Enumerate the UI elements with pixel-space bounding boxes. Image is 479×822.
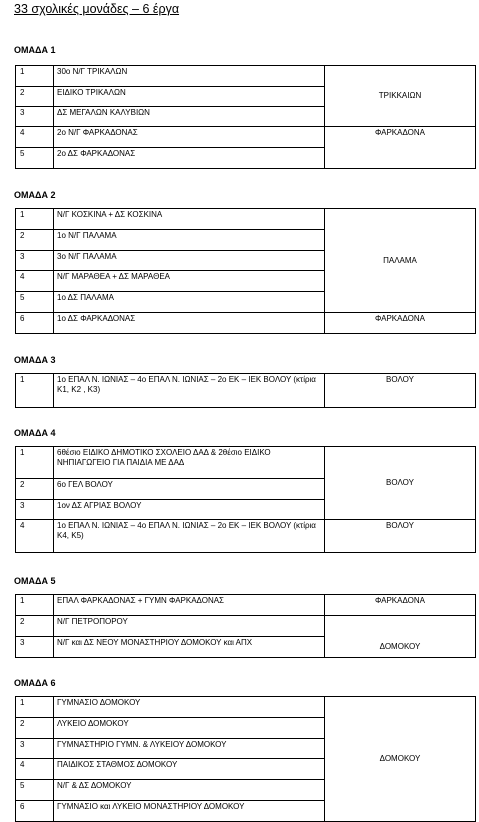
school-name: 1ο ΔΣ ΠΑΛΑΜΑ (54, 292, 325, 313)
school-name: Ν/Γ & ΔΣ ΔΟΜΟΚΟΥ (54, 780, 325, 801)
school-name: 1ο Ν/Γ ΠΑΛΑΜΑ (54, 230, 325, 251)
group-1-heading: ΟΜΑΔΑ 1 (14, 45, 56, 55)
school-name: 1ον ΔΣ ΑΓΡΙΑΣ ΒΟΛΟΥ (54, 500, 325, 520)
group-4-table (15, 446, 476, 553)
place-cell: ΦΑΡΚΑΔΟΝΑ (325, 313, 476, 334)
row-number: 5 (16, 780, 54, 801)
school-name: 3ο Ν/Γ ΠΑΛΑΜΑ (54, 251, 325, 271)
row-number: 2 (16, 230, 54, 251)
row-number: 2 (16, 718, 54, 739)
school-name: 1ο ΔΣ ΦΑΡΚΑΔΟΝΑΣ (54, 313, 325, 334)
row-number: 5 (16, 292, 54, 313)
row-number: 2 (16, 87, 54, 107)
place-cell: ΦΑΡΚΑΔΟΝΑ (325, 127, 476, 169)
row-number: 5 (16, 148, 54, 169)
school-name: 1ο ΕΠΑΛ Ν. ΙΩΝΙΑΣ – 4ο ΕΠΑΛ Ν. ΙΩΝΙΑΣ – 2ο ΕΚ – ΙΕΚ ΒΟΛΟΥ (κτίρια Κ1, Κ2 , Κ3) (54, 374, 325, 408)
row-number: 3 (16, 107, 54, 127)
row-number: 1 (16, 595, 54, 616)
table-row (16, 616, 476, 637)
row-number: 4 (16, 520, 54, 553)
school-name: ΠΑΙΔΙΚΟΣ ΣΤΑΘΜΟΣ ΔΟΜΟΚΟΥ (54, 759, 325, 780)
row-number: 1 (16, 209, 54, 230)
table-row (16, 520, 476, 553)
page-title: 33 σχολικές μονάδες – 6 έργα (14, 2, 180, 16)
school-name: Ν/Γ ΚΟΣΚΙΝΑ + ΔΣ ΚΟΣΚΙΝΑ (54, 209, 325, 230)
school-name: ΕΙΔΙΚΟ ΤΡΙΚΑΛΩΝ (54, 87, 325, 107)
school-name: ΓΥΜΝΑΣΙΟ ΔΟΜΟΚΟΥ (54, 697, 325, 718)
group-4-heading: ΟΜΑΔΑ 4 (14, 428, 56, 438)
group-6-table (15, 696, 476, 822)
school-name: Ν/Γ ΜΑΡΑΘΕΑ + ΔΣ ΜΑΡΑΘΕΑ (54, 271, 325, 292)
row-number: 1 (16, 697, 54, 718)
school-name: ΓΥΜΝΑΣΙΟ και ΛΥΚΕΙΟ ΜΟΝΑΣΤΗΡΙΟΥ ΔΟΜΟΚΟΥ (54, 801, 325, 822)
school-name: 1ο ΕΠΑΛ Ν. ΙΩΝΙΑΣ – 4ο ΕΠΑΛ Ν. ΙΩΝΙΑΣ – 2ο ΕΚ – ΙΕΚ ΒΟΛΟΥ (κτίρια Κ4, Κ5) (54, 520, 325, 553)
row-number: 1 (16, 66, 54, 87)
school-name: Ν/Γ και ΔΣ ΝΕΟΥ ΜΟΝΑΣΤΗΡΙΟΥ ΔΟΜΟΚΟΥ και ΑΠΧ (54, 637, 325, 658)
school-name: ΕΠΑΛ ΦΑΡΚΑΔΟΝΑΣ + ΓΥΜΝ ΦΑΡΚΑΔΟΝΑΣ (54, 595, 325, 616)
group-3-table (15, 373, 476, 408)
group-2-table (15, 208, 476, 334)
school-name: 6ο ΓΕΛ ΒΟΛΟΥ (54, 479, 325, 500)
group-5-heading: ΟΜΑΔΑ 5 (14, 576, 56, 586)
place-cell: ΠΑΛΑΜΑ (325, 209, 476, 313)
table-row (16, 447, 476, 479)
group-6-heading: ΟΜΑΔΑ 6 (14, 678, 56, 688)
school-name: 6θέσιο ΕΙΔΙΚΟ ΔΗΜΟΤΙΚΟ ΣΧΟΛΕΙΟ ΔΑΔ & 2θέσιο ΕΙΔΙΚΟ ΝΗΠΙΑΓΩΓΕΙΟ ΓΙΑ ΠΑΙΔΙΑ ΜΕ ΔΑΔ (54, 447, 325, 479)
place-cell: ΔΟΜΟΚΟΥ (325, 616, 476, 658)
table-row (16, 127, 476, 148)
row-number: 2 (16, 479, 54, 500)
place-cell: ΒΟΛΟΥ (325, 447, 476, 520)
school-name: 30ο Ν/Γ ΤΡΙΚΑΛΩΝ (54, 66, 325, 87)
table-row (16, 66, 476, 87)
row-number: 3 (16, 500, 54, 520)
table-row (16, 374, 476, 408)
row-number: 3 (16, 251, 54, 271)
group-5-table (15, 594, 476, 658)
row-number: 6 (16, 313, 54, 334)
table-row (16, 209, 476, 230)
school-name: ΔΣ ΜΕΓΑΛΩΝ ΚΑΛΥΒΙΩΝ (54, 107, 325, 127)
group-2-heading: ΟΜΑΔΑ 2 (14, 190, 56, 200)
group-3-heading: ΟΜΑΔΑ 3 (14, 355, 56, 365)
school-name: ΓΥΜΝΑΣΤΗΡΙΟ ΓΥΜΝ. & ΛΥΚΕΙΟΥ ΔΟΜΟΚΟΥ (54, 739, 325, 759)
row-number: 2 (16, 616, 54, 637)
place-cell: ΦΑΡΚΑΔΟΝΑ (325, 595, 476, 616)
place-cell: ΒΟΛΟΥ (325, 520, 476, 553)
row-number: 1 (16, 374, 54, 408)
table-row (16, 313, 476, 334)
group-1-table (15, 65, 476, 169)
row-number: 3 (16, 637, 54, 658)
row-number: 3 (16, 739, 54, 759)
place-cell: ΔΟΜΟΚΟΥ (325, 697, 476, 822)
row-number: 4 (16, 759, 54, 780)
table-row (16, 595, 476, 616)
school-name: 2ο ΔΣ ΦΑΡΚΑΔΟΝΑΣ (54, 148, 325, 169)
school-name: ΛΥΚΕΙΟ ΔΟΜΟΚΟΥ (54, 718, 325, 739)
row-number: 4 (16, 127, 54, 148)
row-number: 6 (16, 801, 54, 822)
school-name: Ν/Γ ΠΕΤΡΟΠΟΡΟΥ (54, 616, 325, 637)
school-name: 2ο Ν/Γ ΦΑΡΚΑΔΟΝΑΣ (54, 127, 325, 148)
place-cell: ΒΟΛΟΥ (325, 374, 476, 408)
row-number: 1 (16, 447, 54, 479)
row-number: 4 (16, 271, 54, 292)
place-cell: ΤΡΙΚΚΑΙΩΝ (325, 66, 476, 127)
table-row (16, 697, 476, 718)
